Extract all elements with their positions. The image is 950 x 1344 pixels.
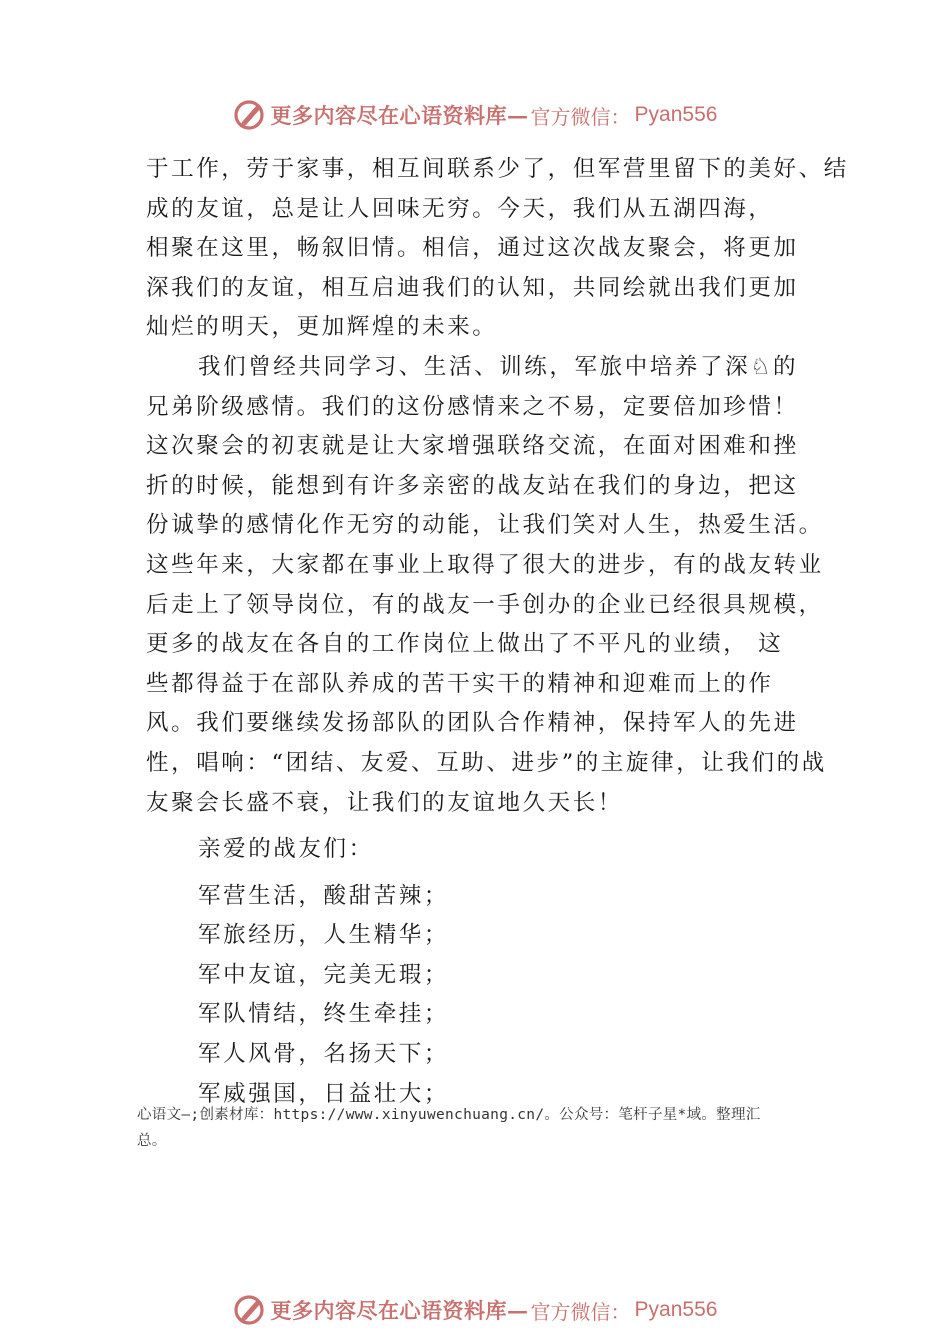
- header-banner: [0, 95, 950, 135]
- poem-line: 军旅经历，人生精华；: [198, 922, 450, 949]
- salutation: 亲爱的战友们：: [198, 836, 374, 863]
- text-line: 友聚会长盛不衰，让我们的友谊地久天长！: [146, 789, 623, 816]
- text-line: 这些年来，大家都在事业上取得了很大的进步，有的战友转业: [146, 551, 824, 578]
- text-line: 兄弟阶级感情。我们的这份感情来之不易，定要倍加珍惜！: [146, 393, 799, 420]
- text-line: 于工作，劳于家事，相互间联系少了，但军营里留下的美好、结: [146, 156, 849, 182]
- text-line: 份诚挚的感情化作无穷的动能，让我们笑对人生，热爱生活。: [146, 512, 824, 539]
- document-body: [146, 150, 849, 1114]
- pen-circle-logo: [233, 1293, 267, 1327]
- text-line: 灿烂的明天，更加辉煌的未来。: [146, 314, 498, 341]
- text-line: 些都得益于在部队养成的苦干实干的精神和迎难而上的作: [146, 670, 774, 697]
- banner-title: 更多内容尽在心语资料库—: [270, 1298, 529, 1323]
- source-note-line: 心语文—;创素材库：https://www.xinyuwenchuang.cn/。公众号：笔杆子星*域。整理汇: [137, 1107, 761, 1123]
- text-line: 折的时候，能想到有许多亲密的战友站在我们的身边，把这: [146, 472, 799, 499]
- paragraph-2: [146, 348, 826, 823]
- poem-line: 军队情结，终生牵挂；: [198, 1001, 450, 1028]
- text-line: 相聚在这里，畅叙旧情。相信，通过这次战友聚会，将更加: [146, 235, 799, 262]
- banner-wechat-label: 官方微信：: [530, 104, 631, 129]
- poem-line: 军人风骨，名扬天下；: [198, 1041, 450, 1068]
- source-note: [137, 1102, 837, 1154]
- banner-title: 更多内容尽在心语资料库—: [270, 103, 529, 128]
- text-line: 风。我们要继续发扬部队的团队合作精神，保持军人的先进: [146, 710, 799, 737]
- poem-line: 军营生活，酸甜苦辣；: [198, 882, 450, 909]
- text-line: 性，唱响：“团结、友爱、互助、进步”的主旋律，让我们的战: [146, 749, 827, 776]
- banner-wechat-id: Pyan556: [634, 1298, 718, 1321]
- text-line: 后走上了领导岗位，有的战友一手创办的企业已经很具规模，: [146, 591, 824, 618]
- banner-wechat-label: 官方微信：: [530, 1299, 631, 1324]
- poem-line: 军威强国，日益壮大；: [198, 1080, 450, 1107]
- poem: [146, 877, 826, 1115]
- text-line: 深我们的友谊，相互启迪我们的认知，共同绘就出我们更加: [146, 274, 799, 301]
- banner-wechat-id: Pyan556: [634, 103, 718, 126]
- footer-banner: [0, 1290, 950, 1330]
- text-line: 成的友谊，总是让人回味无穷。今天，我们从五湖四海，: [146, 195, 774, 222]
- paragraph-1: [146, 150, 849, 348]
- source-note-line: 总。: [137, 1133, 167, 1149]
- text-line: 更多的战友在各自的工作岗位上做出了不平凡的业绩， 这: [146, 631, 784, 658]
- poem-line: 军中友谊，完美无瑕；: [198, 961, 450, 988]
- text-line: 这次聚会的初衷就是让大家增强联络交流，在面对困难和挫: [146, 433, 799, 460]
- text-line: 我们曾经共同学习、生活、训练，军旅中培养了深♘的: [198, 353, 799, 380]
- pen-circle-logo: [233, 98, 267, 132]
